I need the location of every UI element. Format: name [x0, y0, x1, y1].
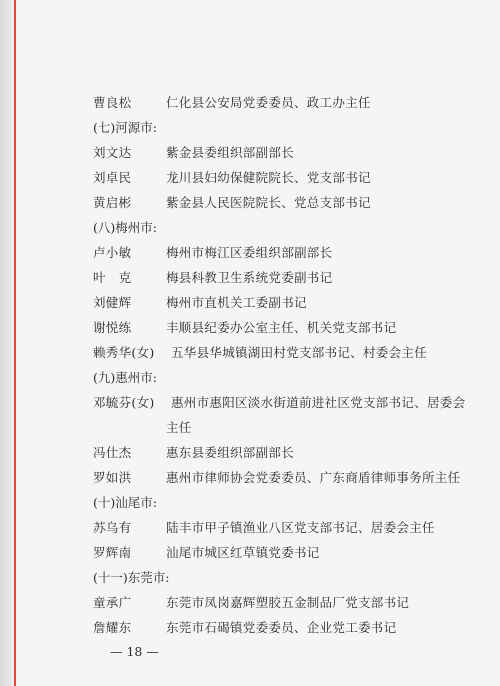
- person-role: 五华县华城镇湖田村党支部书记、村委会主任: [171, 345, 428, 360]
- person-name: 刘文达: [93, 145, 132, 160]
- person-role: 梅州市直机关工委副书记: [166, 295, 307, 310]
- person-role: 东莞市石碣镇党委委员、企业党工委书记: [166, 620, 397, 635]
- person-name: 罗辉南: [93, 545, 132, 560]
- section-heading-dongguan: (十一)东莞市:: [93, 570, 170, 585]
- page-edge-shade: [0, 0, 14, 686]
- person-name: 刘卓民: [93, 170, 132, 185]
- person-role: 惠州市律师协会党委委员、广东商盾律师事务所主任: [166, 470, 461, 485]
- person-role: 汕尾市城区红草镇党委书记: [166, 545, 320, 560]
- person-name: 冯仕杰: [93, 445, 132, 460]
- person-name: 黄启彬: [93, 195, 132, 210]
- person-role: 东莞市凤岗嘉辉塑胶五金制品厂党支部书记: [166, 595, 410, 610]
- section-heading-heyuan: (七)河源市:: [93, 120, 157, 135]
- person-role: 惠东县委组织部副部长: [166, 445, 295, 460]
- person-name: 詹耀东: [93, 620, 132, 635]
- person-name: 苏乌有: [93, 520, 132, 535]
- entry-role-continuation: 主任: [166, 420, 192, 435]
- person-role: 梅县科教卫生系统党委副书记: [166, 270, 333, 285]
- person-role: 梅州市梅江区委组织部副部长: [166, 245, 333, 260]
- person-name: 卢小敏: [93, 245, 132, 260]
- section-heading-shanwei: (十)汕尾市:: [93, 495, 157, 510]
- person-name: 谢悦练: [93, 320, 132, 335]
- section-heading-meizhou: (八)梅州市:: [93, 220, 157, 235]
- person-name: 曹良松: [93, 95, 132, 110]
- person-role: 仁化县公安局党委委员、政工办主任: [166, 95, 371, 110]
- person-role: 龙川县妇幼保健院院长、党支部书记: [166, 170, 371, 185]
- person-name: 童承广: [93, 595, 132, 610]
- red-margin-line: [14, 0, 16, 686]
- person-role: 紫金县人民医院院长、党总支部书记: [166, 195, 371, 210]
- person-name: 叶 克: [93, 270, 132, 285]
- person-role: 紫金县委组织部副部长: [166, 145, 295, 160]
- person-name: 邓毓芬(女): [93, 395, 155, 410]
- person-name: 刘健辉: [93, 295, 132, 310]
- person-name: 赖秀华(女): [93, 345, 155, 360]
- person-role: 陆丰市甲子镇渔业八区党支部书记、居委会主任: [166, 520, 435, 535]
- page-number: — 18 —: [110, 644, 159, 659]
- person-name: 罗如洪: [93, 470, 132, 485]
- section-heading-huizhou: (九)惠州市:: [93, 370, 157, 385]
- person-role: 惠州市惠阳区淡水街道前进社区党支部书记、居委会: [171, 395, 466, 410]
- person-role: 丰顺县纪委办公室主任、机关党支部书记: [166, 320, 397, 335]
